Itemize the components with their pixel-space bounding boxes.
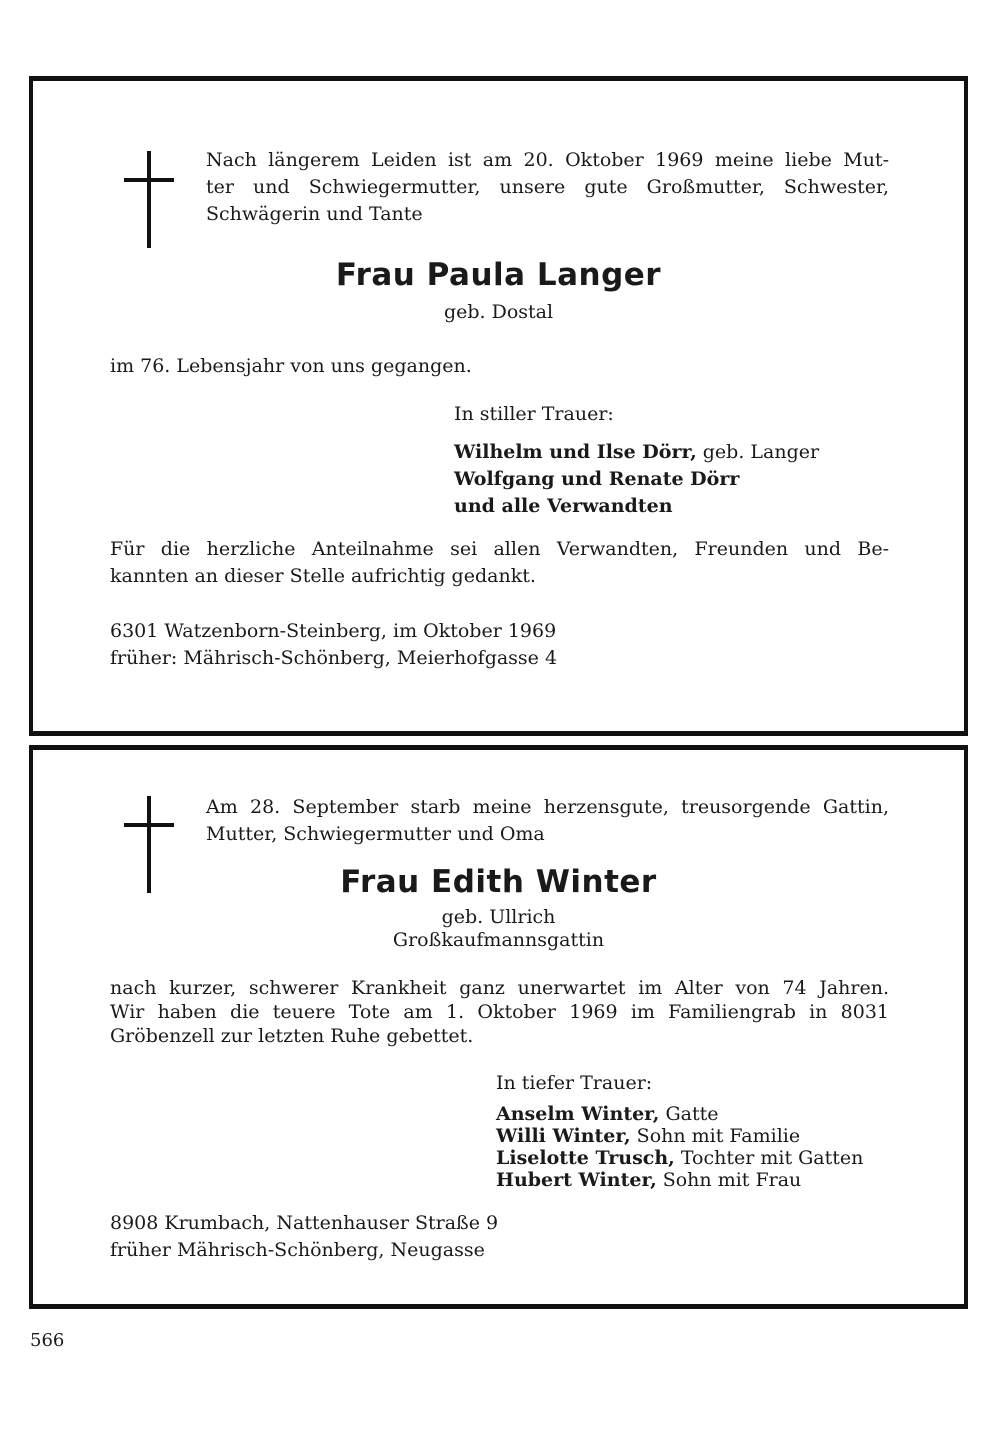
address-block	[110, 1210, 498, 1264]
address-line: früher Mährisch-Schönberg, Neugasse	[110, 1239, 485, 1261]
mourner-entry: und alle Verwandten	[454, 495, 673, 517]
birth-name: geb. Ullrich	[441, 906, 556, 928]
deceased-name: Frau Edith Winter	[340, 864, 657, 900]
cross-icon	[124, 151, 174, 248]
thanks-line: kannten an dieser Stelle aufrichtig gedankt.	[110, 565, 536, 587]
address-block	[110, 618, 557, 672]
page-number: 566	[30, 1330, 65, 1351]
intro-line: Am 28. September starb meine herzensgute, treusorgende Gattin,	[206, 796, 889, 818]
thanks-line: Für die herzliche Anteilnahme sei allen Verwandten, Freunden und Be-	[110, 538, 889, 560]
birth-details	[33, 906, 964, 952]
mourners-list	[454, 439, 819, 520]
mourner-entry: Wilhelm und Ilse Dörr, geb. Langer	[454, 441, 820, 463]
obituary-notice-langer	[29, 76, 968, 736]
address-line: früher: Mährisch-Schönberg, Meierhofgasse 4	[110, 647, 558, 669]
mourner-entry: Willi Winter, Sohn mit Familie	[496, 1125, 801, 1147]
intro-text	[206, 147, 889, 228]
passing-line: Gröbenzell zur letzten Ruhe gebettet.	[110, 1025, 474, 1047]
mourner-entry: Liselotte Trusch, Tochter mit Gatten	[496, 1147, 864, 1169]
birth-name: geb. Dostal	[443, 301, 554, 323]
passing-line: Wir haben die teuere Tote am 1. Oktober 1969 im Familiengrab in 8031	[110, 1001, 889, 1023]
mourning-heading: In stiller Trauer:	[454, 403, 614, 425]
mourners-list	[496, 1103, 863, 1191]
mourner-entry: Anselm Winter, Gatte	[496, 1103, 719, 1125]
mourner-entry: Hubert Winter, Sohn mit Frau	[496, 1169, 802, 1191]
occupation: Großkaufmannsgattin	[392, 929, 605, 951]
mourning-heading: In tiefer Trauer:	[496, 1072, 653, 1094]
intro-line: ter und Schwiegermutter, unsere gute Großmutter, Schwester,	[206, 176, 889, 198]
thanks-text	[110, 536, 889, 590]
deceased-name: Frau Paula Langer	[335, 257, 662, 293]
passing-line: nach kurzer, schwerer Krankheit ganz unerwartet im Alter von 74 Jahren.	[110, 977, 889, 999]
mourner-entry: Wolfgang und Renate Dörr	[454, 468, 740, 490]
address-line: 6301 Watzenborn-Steinberg, im Oktober 1969	[110, 620, 557, 642]
passing-line: im 76. Lebensjahr von uns gegangen.	[110, 355, 472, 377]
intro-line: Nach längerem Leiden ist am 20. Oktober 1969 meine liebe Mut-	[206, 149, 889, 171]
intro-text	[206, 794, 889, 848]
address-line: 8908 Krumbach, Nattenhauser Straße 9	[110, 1212, 499, 1234]
obituary-notice-winter	[29, 745, 968, 1309]
intro-line: Mutter, Schwiegermutter und Oma	[206, 823, 545, 845]
passing-text	[110, 976, 889, 1048]
intro-line: Schwägerin und Tante	[206, 203, 423, 225]
